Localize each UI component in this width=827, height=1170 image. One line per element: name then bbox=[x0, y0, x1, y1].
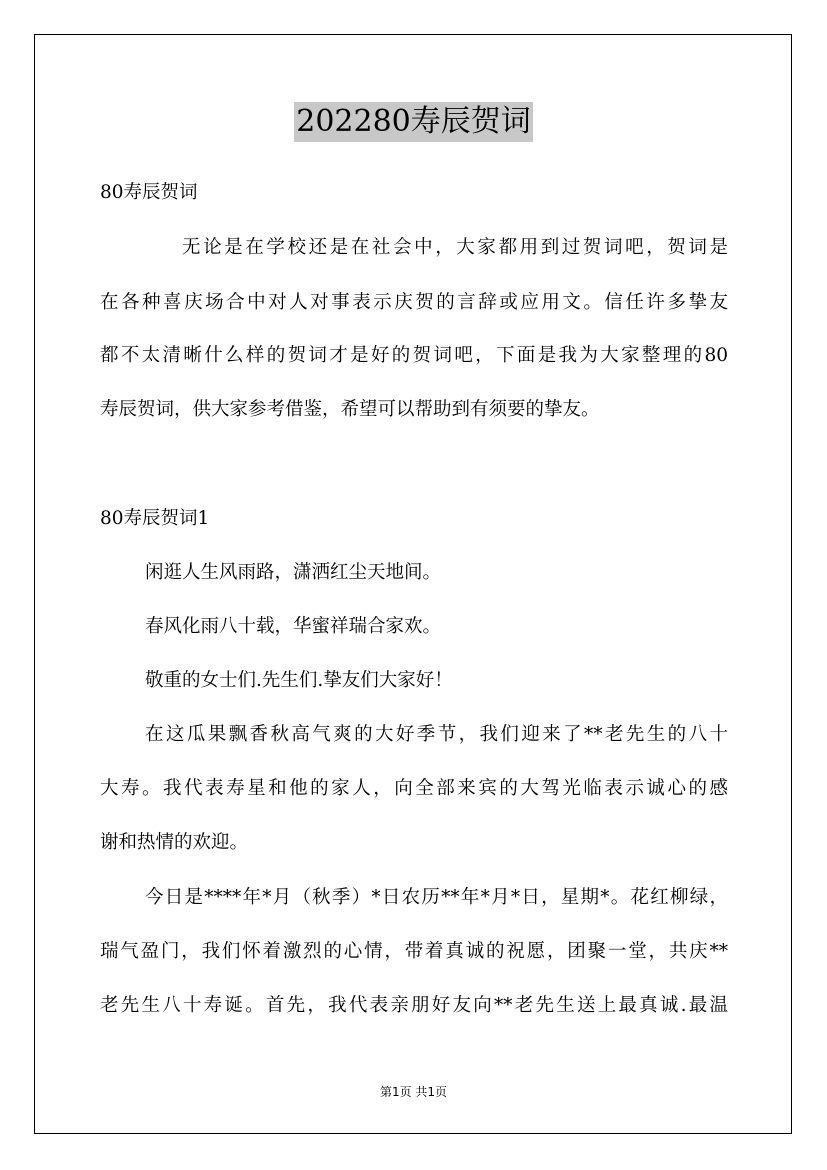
body-paragraph-line: 谢和热情的欢迎。 bbox=[100, 832, 249, 853]
intro-paragraph-line: 寿辰贺词，供大家参考借鉴，希望可以帮助到有须要的挚友。 bbox=[100, 399, 600, 420]
title-container bbox=[0, 102, 827, 142]
intro-paragraph-line: 无论是在学校还是在社会中，大家都用到过贺词吧，贺词是 bbox=[182, 237, 728, 258]
body-paragraph-line: 闲逛人生风雨路，潇洒红尘天地间。 bbox=[145, 562, 442, 583]
body-paragraph-line: 瑞气盈门，我们怀着激烈的心情，带着真诚的祝愿，团聚一堂，共庆** bbox=[100, 941, 728, 962]
document-subtitle: 80寿辰贺词 bbox=[100, 182, 198, 203]
page-number-footer: 第1页 共1页 bbox=[379, 1085, 448, 1099]
body-paragraph-line: 敬重的女士们.先生们.挚友们大家好！ bbox=[145, 670, 453, 691]
body-paragraph-line: 老先生八十寿诞。首先，我代表亲朋好友向**老先生送上最真诚.最温 bbox=[100, 995, 728, 1016]
intro-paragraph-line: 都不太清晰什么样的贺词才是好的贺词吧，下面是我为大家整理的80 bbox=[100, 345, 728, 366]
document-title: 202280寿辰贺词 bbox=[294, 102, 533, 142]
body-paragraph-line: 春风化雨八十载，华蜜祥瑞合家欢。 bbox=[145, 616, 442, 637]
section-heading: 80寿辰贺词1 bbox=[100, 508, 210, 529]
body-paragraph-line: 大寿。我代表寿星和他的家人，向全部来宾的大驾光临表示诚心的感 bbox=[100, 778, 728, 799]
body-paragraph-line: 今日是****年*月（秋季）*日农历**年*月*日，星期*。花红柳绿， bbox=[145, 887, 728, 908]
intro-paragraph-line: 在各种喜庆场合中对人对事表示庆贺的言辞或应用文。信任许多挚友 bbox=[100, 292, 728, 313]
body-paragraph-line: 在这瓜果飘香秋高气爽的大好季节，我们迎来了**老先生的八十 bbox=[145, 724, 728, 745]
